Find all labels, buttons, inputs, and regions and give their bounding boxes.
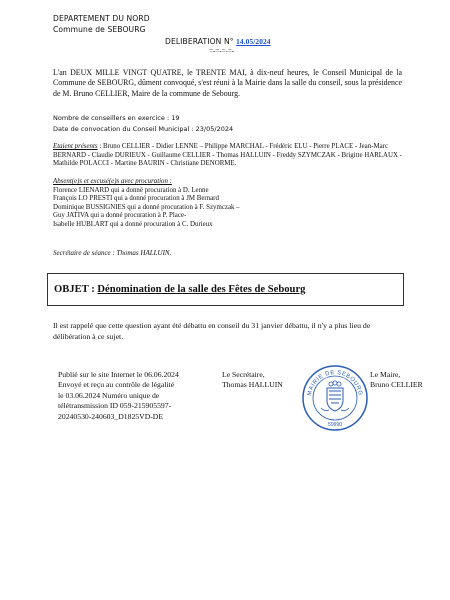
- header-separator: =-=-=-=-: [209, 47, 235, 55]
- absents-label: Absent(e)s et excusé(e)s avec procuration :: [53, 178, 172, 185]
- mayor-role: Le Maire,: [370, 370, 401, 379]
- publication-line: Envoyé et reçu au contrôle de légalité: [58, 380, 175, 390]
- mairie-stamp: [301, 364, 369, 432]
- secretary-name: Thomas HALLUIN: [222, 380, 283, 390]
- absent-line: Guy JATIVA qui a donné procuration à P. Place-: [53, 212, 187, 220]
- conseillers-count: Nombre de conseillers en exercice : 19: [53, 114, 180, 122]
- secretaire-seance: Secrétaire de séance : Thomas HALLUIN.: [53, 249, 172, 257]
- absents-block: [53, 178, 403, 230]
- objet-subject: Dénomination de la salle des Fêtes de Sebourg: [97, 284, 306, 295]
- absent-line: Dominique BUSSIGNIES qui a donné procuration à F. Szymczak –: [53, 203, 240, 211]
- presents-list: : Bruno CELLIER - Didier LENNE – Philippe MARCHAL - Frédéric ELU - Pierre PLACE - Jean-Marc BERNARD - Claudie DURIEUX - Guillaume CELLIER - Thomas HALLUIN - Freddy SZYMCZAK - Brigitte HARLAUX - Mathilde POLACCI - Martine BAURIN - Christiane DENORME.: [53, 143, 402, 168]
- department-label: DEPARTEMENT DU NORD: [53, 14, 150, 23]
- publication-line: 20240530-240603_D1825VD-DE: [58, 411, 164, 421]
- svg-text:MAIRIE DE SEBOURG: MAIRIE DE SEBOURG: [307, 369, 363, 397]
- deliberation-number-link[interactable]: 14.05/2024: [236, 37, 271, 46]
- deliberation-title: [165, 37, 271, 46]
- body-text: Il est rappelé que cette question ayant été débattu en conseil du 31 janvier débattu, il n'y a plus lieu de délibération à ce sujet.: [53, 321, 371, 341]
- publication-block: [58, 370, 179, 422]
- absent-line: François LO PRESTI qui a donné procuration à JM Bernard: [53, 195, 219, 203]
- convocation-date: Date de convocation du Conseil Municipal : 23/05/2024: [53, 125, 234, 133]
- secretary-signature: [222, 370, 283, 391]
- svg-text:59990: 59990: [328, 422, 342, 428]
- objet-label: OBJET :: [54, 284, 95, 295]
- intro-paragraph: L'an DEUX MILLE VINGT QUATRE, le TRENTE MAI, à dix-neuf heures, le Conseil Municipal de la Commune de SEBOURG, dûment convoqué, s'est réuni à la Mairie dans la salle du conseil, sous la présidence de M. Bruno CELLIER, Maire de la commune de Sebourg.: [53, 68, 402, 98]
- publication-line: télétransmission ID 059-215905597-: [58, 401, 172, 411]
- secretary-role: Le Secrétaire,: [222, 370, 265, 379]
- publication-line: Publié sur le site Internet le 06.06.2024: [58, 370, 179, 379]
- presents-block: [53, 143, 403, 169]
- mayor-name: Bruno CELLIER: [370, 380, 423, 390]
- stamp-seal-icon: [301, 364, 369, 432]
- objet-title: [54, 284, 305, 295]
- publication-line: le 03.06.2024 Numéro unique de: [58, 390, 160, 400]
- commune-label: Commune de SEBOURG: [53, 25, 146, 34]
- objet-box: [47, 273, 404, 306]
- mayor-signature: [370, 370, 423, 391]
- presents-label: Etaient présents: [53, 143, 98, 150]
- deliberation-label: DELIBERATION N°: [165, 37, 234, 46]
- absent-line: Isabelle HUBLART qui a donné procuration à C. Durieux: [53, 220, 213, 228]
- absent-line: Florence LIENARD qui a donné procuration à D. Lenne: [53, 186, 209, 194]
